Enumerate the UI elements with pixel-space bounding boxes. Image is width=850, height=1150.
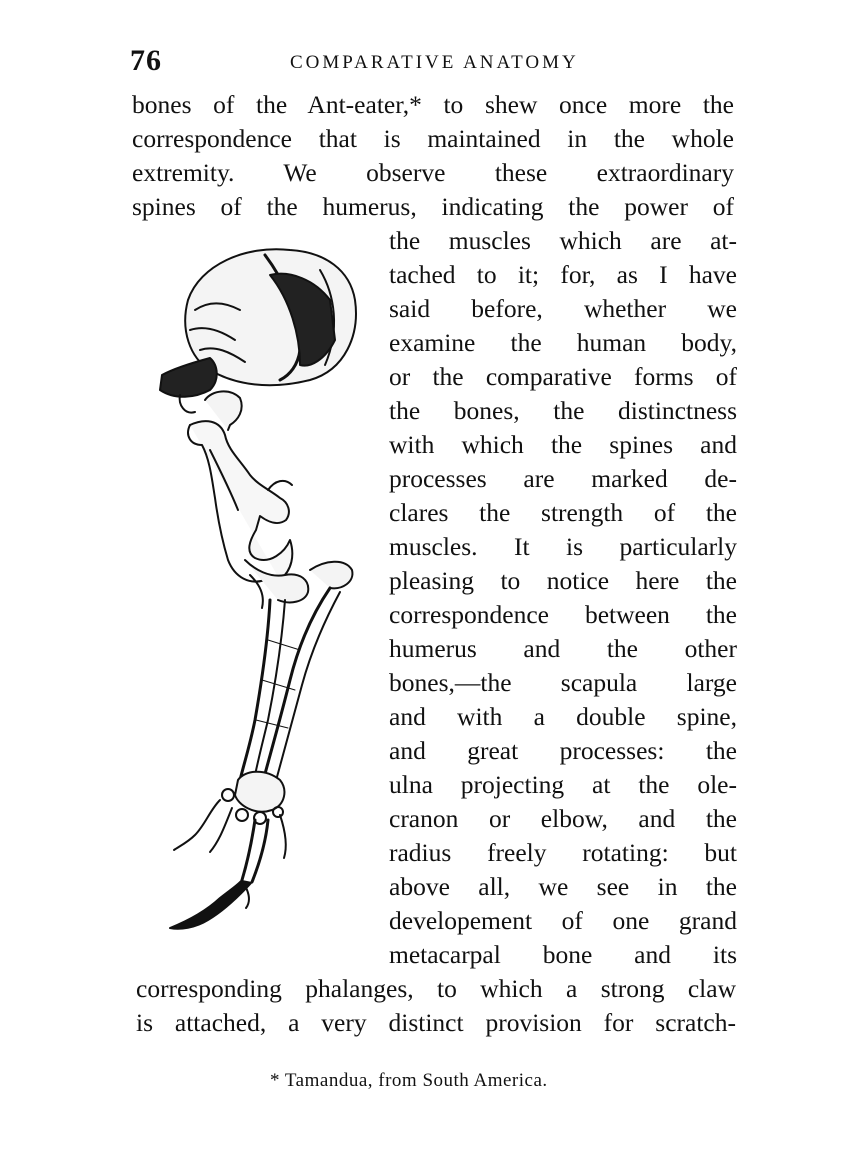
body-line: the muscles which are at-	[389, 226, 737, 255]
footnote: * Tamandua, from South America.	[270, 1070, 548, 1091]
body-line: and with a double spine,	[389, 702, 737, 731]
body-line: bones of the Ant-eater,* to shew once more the	[132, 90, 734, 119]
body-line: correspondence that is maintained in the whole	[132, 124, 734, 153]
body-line: or the comparative forms of	[389, 362, 737, 391]
body-line: is attached, a very distinct provision for scratch-	[136, 1008, 736, 1037]
body-line: humerus and the other	[389, 634, 737, 663]
body-line: corresponding phalanges, to which a strong claw	[136, 974, 736, 1003]
body-line: bones,—the scapula large	[389, 668, 737, 697]
body-line: pleasing to notice here the	[389, 566, 737, 595]
body-line: developement of one grand	[389, 906, 737, 935]
body-line: metacarpal bone and its	[389, 940, 737, 969]
body-line: processes are marked de-	[389, 464, 737, 493]
body-line: the bones, the distinctness	[389, 396, 737, 425]
body-line: spines of the humerus, indicating the power of	[132, 192, 734, 221]
body-line: extremity. We observe these extraordinary	[132, 158, 734, 187]
body-line: tached to it; for, as I have	[389, 260, 737, 289]
body-line: radius freely rotating: but	[389, 838, 737, 867]
body-line: said before, whether we	[389, 294, 737, 323]
body-line: examine the human body,	[389, 328, 737, 357]
body-line: correspondence between the	[389, 600, 737, 629]
body-line: with which the spines and	[389, 430, 737, 459]
body-line: cranon or elbow, and the	[389, 804, 737, 833]
hand-bones-drawing	[170, 772, 286, 929]
body-line: clares the strength of the	[389, 498, 737, 527]
running-head: COMPARATIVE ANATOMY	[290, 52, 579, 73]
body-line: and great processes: the	[389, 736, 737, 765]
anteater-forelimb-skeleton-illustration	[150, 240, 390, 940]
body-line: muscles. It is particularly	[389, 532, 737, 561]
body-line: above all, we see in the	[389, 872, 737, 901]
humerus-drawing	[188, 391, 292, 581]
forearm-bones-drawing	[240, 588, 340, 788]
body-line: ulna projecting at the ole-	[389, 770, 737, 799]
page-number: 76	[130, 44, 162, 77]
scapula-drawing	[160, 249, 356, 412]
page-header	[130, 44, 740, 84]
